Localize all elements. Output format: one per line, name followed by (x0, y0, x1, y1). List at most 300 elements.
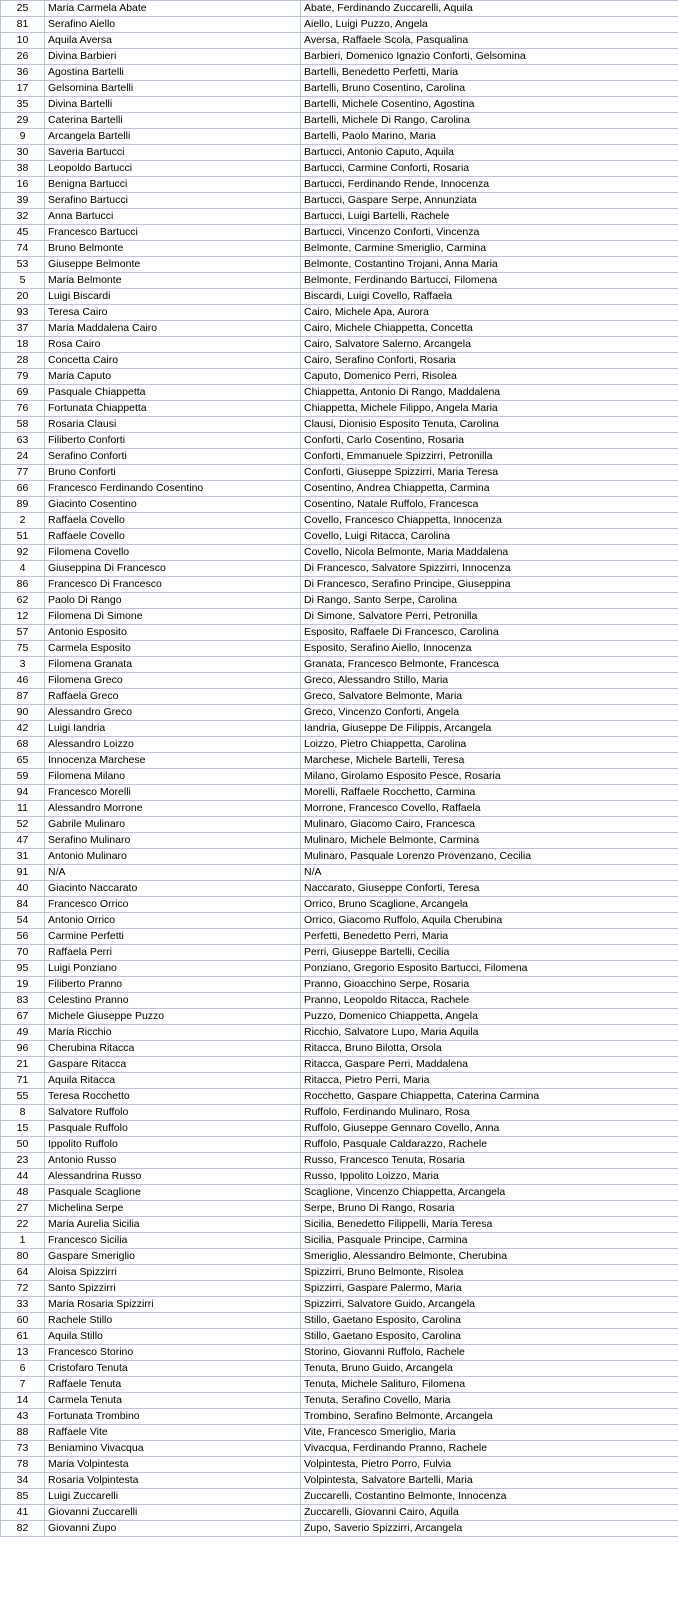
row-number-cell[interactable]: 15 (1, 1121, 45, 1137)
parents-cell[interactable]: Naccarato, Giuseppe Conforti, Teresa (301, 881, 678, 897)
parents-cell[interactable]: Di Francesco, Salvatore Spizzirri, Innocenza (301, 561, 678, 577)
parents-cell[interactable]: Smeriglio, Alessandro Belmonte, Cherubina (301, 1249, 678, 1265)
parents-cell[interactable]: Marchese, Michele Bartelli, Teresa (301, 753, 678, 769)
row-number-cell[interactable]: 29 (1, 113, 45, 129)
parents-cell[interactable]: Cairo, Michele Chiappetta, Concetta (301, 321, 678, 337)
parents-cell[interactable]: Volpintesta, Salvatore Bartelli, Maria (301, 1473, 678, 1489)
parents-cell[interactable]: Morelli, Raffaele Rocchetto, Carmina (301, 785, 678, 801)
parents-cell[interactable]: Aiello, Luigi Puzzo, Angela (301, 17, 678, 33)
person-name-cell[interactable]: Giovanni Zupo (45, 1521, 301, 1537)
parents-cell[interactable]: Orrico, Giacomo Ruffolo, Aquila Cherubina (301, 913, 678, 929)
row-number-cell[interactable]: 17 (1, 81, 45, 97)
person-name-cell[interactable]: Pasquale Ruffolo (45, 1121, 301, 1137)
parents-cell[interactable]: Tenuta, Serafino Covello, Maria (301, 1393, 678, 1409)
row-number-cell[interactable]: 32 (1, 209, 45, 225)
row-number-cell[interactable]: 65 (1, 753, 45, 769)
row-number-cell[interactable]: 16 (1, 177, 45, 193)
person-name-cell[interactable]: Raffaela Covello (45, 513, 301, 529)
parents-cell[interactable]: Spizzirri, Gaspare Palermo, Maria (301, 1281, 678, 1297)
person-name-cell[interactable]: Francesco Sicilia (45, 1233, 301, 1249)
parents-cell[interactable]: Trombino, Serafino Belmonte, Arcangela (301, 1409, 678, 1425)
row-number-cell[interactable]: 27 (1, 1201, 45, 1217)
row-number-cell[interactable]: 12 (1, 609, 45, 625)
parents-cell[interactable]: Ruffolo, Ferdinando Mulinaro, Rosa (301, 1105, 678, 1121)
parents-cell[interactable]: Bartelli, Benedetto Perfetti, Maria (301, 65, 678, 81)
person-name-cell[interactable]: Francesco Bartucci (45, 225, 301, 241)
person-name-cell[interactable]: Cherubina Ritacca (45, 1041, 301, 1057)
row-number-cell[interactable]: 33 (1, 1297, 45, 1313)
person-name-cell[interactable]: Celestino Pranno (45, 993, 301, 1009)
person-name-cell[interactable]: Filiberto Conforti (45, 433, 301, 449)
row-number-cell[interactable]: 78 (1, 1457, 45, 1473)
parents-cell[interactable]: Bartelli, Bruno Cosentino, Carolina (301, 81, 678, 97)
row-number-cell[interactable]: 71 (1, 1073, 45, 1089)
row-number-cell[interactable]: 84 (1, 897, 45, 913)
parents-cell[interactable]: Ponziano, Gregorio Esposito Bartucci, Filomena (301, 961, 678, 977)
parents-cell[interactable]: Iandria, Giuseppe De Filippis, Arcangela (301, 721, 678, 737)
row-number-cell[interactable]: 36 (1, 65, 45, 81)
person-name-cell[interactable]: Maria Volpintesta (45, 1457, 301, 1473)
person-name-cell[interactable]: Serafino Conforti (45, 449, 301, 465)
person-name-cell[interactable]: Alessandro Loizzo (45, 737, 301, 753)
parents-cell[interactable]: Bartucci, Carmine Conforti, Rosaria (301, 161, 678, 177)
parents-cell[interactable]: Milano, Girolamo Esposito Pesce, Rosaria (301, 769, 678, 785)
row-number-cell[interactable]: 74 (1, 241, 45, 257)
row-number-cell[interactable]: 28 (1, 353, 45, 369)
parents-cell[interactable]: Belmonte, Costantino Trojani, Anna Maria (301, 257, 678, 273)
person-name-cell[interactable]: Rosaria Clausi (45, 417, 301, 433)
person-name-cell[interactable]: Raffaele Covello (45, 529, 301, 545)
table-row (1, 1217, 678, 1233)
parents-cell[interactable]: Perfetti, Benedetto Perri, Maria (301, 929, 678, 945)
parents-cell[interactable]: Scaglione, Vincenzo Chiappetta, Arcangela (301, 1185, 678, 1201)
row-number-cell[interactable]: 67 (1, 1009, 45, 1025)
row-number-cell[interactable]: 85 (1, 1489, 45, 1505)
person-name-cell[interactable]: Teresa Rocchetto (45, 1089, 301, 1105)
row-number-cell[interactable]: 62 (1, 593, 45, 609)
row-number-cell[interactable]: 35 (1, 97, 45, 113)
table-row (1, 993, 678, 1009)
row-number-cell[interactable]: 13 (1, 1345, 45, 1361)
person-name-cell[interactable]: Serafino Bartucci (45, 193, 301, 209)
parents-cell[interactable]: Puzzo, Domenico Chiappetta, Angela (301, 1009, 678, 1025)
parents-cell[interactable]: Belmonte, Carmine Smeriglio, Carmina (301, 241, 678, 257)
table-row (1, 673, 678, 689)
person-name-cell[interactable]: Luigi Iandria (45, 721, 301, 737)
row-number-cell[interactable]: 59 (1, 769, 45, 785)
parents-cell[interactable]: Chiappetta, Antonio Di Rango, Maddalena (301, 385, 678, 401)
parents-cell[interactable]: Greco, Salvatore Belmonte, Maria (301, 689, 678, 705)
person-name-cell[interactable]: Alessandro Morrone (45, 801, 301, 817)
parents-cell[interactable]: Ricchio, Salvatore Lupo, Maria Aquila (301, 1025, 678, 1041)
person-name-cell[interactable]: Teresa Cairo (45, 305, 301, 321)
parents-cell[interactable]: Clausi, Dionisio Esposito Tenuta, Carolina (301, 417, 678, 433)
parents-cell[interactable]: Bartucci, Ferdinando Rende, Innocenza (301, 177, 678, 193)
row-number-cell[interactable]: 57 (1, 625, 45, 641)
parents-cell[interactable]: Conforti, Carlo Cosentino, Rosaria (301, 433, 678, 449)
row-number-cell[interactable]: 72 (1, 1281, 45, 1297)
parents-cell[interactable]: Spizzirri, Salvatore Guido, Arcangela (301, 1297, 678, 1313)
parents-cell[interactable]: Bartucci, Luigi Bartelli, Rachele (301, 209, 678, 225)
person-name-cell[interactable]: Carmine Perfetti (45, 929, 301, 945)
parents-cell[interactable]: Bartelli, Paolo Marino, Maria (301, 129, 678, 145)
row-number-cell[interactable]: 14 (1, 1393, 45, 1409)
parents-cell[interactable]: Bartucci, Antonio Caputo, Aquila (301, 145, 678, 161)
row-number-cell[interactable]: 50 (1, 1137, 45, 1153)
parents-cell[interactable]: Conforti, Emmanuele Spizzirri, Petronilla (301, 449, 678, 465)
person-name-cell[interactable]: Francesco Orrico (45, 897, 301, 913)
person-name-cell[interactable]: Aquila Stillo (45, 1329, 301, 1345)
person-name-cell[interactable]: Francesco Morelli (45, 785, 301, 801)
person-name-cell[interactable]: Anna Bartucci (45, 209, 301, 225)
person-name-cell[interactable]: Carmela Esposito (45, 641, 301, 657)
person-name-cell[interactable]: Francesco Ferdinando Cosentino (45, 481, 301, 497)
person-name-cell[interactable]: Gelsomina Bartelli (45, 81, 301, 97)
person-name-cell[interactable]: Cristofaro Tenuta (45, 1361, 301, 1377)
parents-cell[interactable]: Cairo, Salvatore Salerno, Arcangela (301, 337, 678, 353)
parents-cell[interactable]: Bartucci, Vincenzo Conforti, Vincenza (301, 225, 678, 241)
person-name-cell[interactable]: Leopoldo Bartucci (45, 161, 301, 177)
row-number-cell[interactable]: 44 (1, 1169, 45, 1185)
parents-cell[interactable]: Conforti, Giuseppe Spizzirri, Maria Teresa (301, 465, 678, 481)
parents-cell[interactable]: Cosentino, Natale Ruffolo, Francesca (301, 497, 678, 513)
person-name-cell[interactable]: Filomena Granata (45, 657, 301, 673)
person-name-cell[interactable]: Benigna Bartucci (45, 177, 301, 193)
table-row (1, 897, 678, 913)
parents-cell[interactable]: Covello, Nicola Belmonte, Maria Maddalena (301, 545, 678, 561)
row-number-cell[interactable]: 19 (1, 977, 45, 993)
table-row (1, 417, 678, 433)
parents-cell[interactable]: Esposito, Serafino Aiello, Innocenza (301, 641, 678, 657)
person-name-cell[interactable]: Antonio Orrico (45, 913, 301, 929)
parents-cell[interactable]: Zuccarelli, Costantino Belmonte, Innocenza (301, 1489, 678, 1505)
parents-cell[interactable]: Aversa, Raffaele Scola, Pasqualina (301, 33, 678, 49)
person-name-cell[interactable]: Giacinto Naccarato (45, 881, 301, 897)
person-name-cell[interactable]: Luigi Zuccarelli (45, 1489, 301, 1505)
person-name-cell[interactable]: Aquila Ritacca (45, 1073, 301, 1089)
table-row (1, 721, 678, 737)
row-number-cell[interactable]: 55 (1, 1089, 45, 1105)
person-name-cell[interactable]: N/A (45, 865, 301, 881)
parents-cell[interactable]: Bartelli, Michele Cosentino, Agostina (301, 97, 678, 113)
person-name-cell[interactable]: Fortunata Chiappetta (45, 401, 301, 417)
parents-cell[interactable]: Sicilia, Pasquale Principe, Carmina (301, 1233, 678, 1249)
row-number-cell[interactable]: 23 (1, 1153, 45, 1169)
row-number-cell[interactable]: 75 (1, 641, 45, 657)
parents-cell[interactable]: Belmonte, Ferdinando Bartucci, Filomena (301, 273, 678, 289)
row-number-cell[interactable]: 49 (1, 1025, 45, 1041)
person-name-cell[interactable]: Antonio Russo (45, 1153, 301, 1169)
person-name-cell[interactable]: Maria Carmela Abate (45, 1, 301, 17)
row-number-cell[interactable]: 70 (1, 945, 45, 961)
parents-cell[interactable]: Volpintesta, Pietro Porro, Fulvia (301, 1457, 678, 1473)
row-number-cell[interactable]: 11 (1, 801, 45, 817)
person-name-cell[interactable]: Filomena Di Simone (45, 609, 301, 625)
person-name-cell[interactable]: Maria Rosaria Spizzirri (45, 1297, 301, 1313)
parents-cell[interactable]: Tenuta, Michele Salituro, Filomena (301, 1377, 678, 1393)
person-name-cell[interactable]: Francesco Di Francesco (45, 577, 301, 593)
row-number-cell[interactable]: 56 (1, 929, 45, 945)
row-number-cell[interactable]: 30 (1, 145, 45, 161)
person-name-cell[interactable]: Alessandro Greco (45, 705, 301, 721)
person-name-cell[interactable]: Raffaele Vite (45, 1425, 301, 1441)
person-name-cell[interactable]: Gabrile Mulinaro (45, 817, 301, 833)
row-number-cell[interactable]: 94 (1, 785, 45, 801)
table-row (1, 849, 678, 865)
person-name-cell[interactable]: Rachele Stillo (45, 1313, 301, 1329)
parents-cell[interactable]: Ritacca, Bruno Bilotta, Orsola (301, 1041, 678, 1057)
person-name-cell[interactable]: Michele Giuseppe Puzzo (45, 1009, 301, 1025)
row-number-cell[interactable]: 52 (1, 817, 45, 833)
row-number-cell[interactable]: 64 (1, 1265, 45, 1281)
parents-cell[interactable]: Stillo, Gaetano Esposito, Carolina (301, 1313, 678, 1329)
row-number-cell[interactable]: 21 (1, 1057, 45, 1073)
person-name-cell[interactable]: Maria Caputo (45, 369, 301, 385)
parents-cell[interactable]: Cairo, Serafino Conforti, Rosaria (301, 353, 678, 369)
person-name-cell[interactable]: Luigi Biscardi (45, 289, 301, 305)
row-number-cell[interactable]: 48 (1, 1185, 45, 1201)
person-name-cell[interactable]: Aquila Aversa (45, 33, 301, 49)
person-name-cell[interactable]: Maria Maddalena Cairo (45, 321, 301, 337)
row-number-cell[interactable]: 68 (1, 737, 45, 753)
table-row (1, 1169, 678, 1185)
parents-cell[interactable]: Bartelli, Michele Di Rango, Carolina (301, 113, 678, 129)
person-name-cell[interactable]: Maria Belmonte (45, 273, 301, 289)
row-number-cell[interactable]: 83 (1, 993, 45, 1009)
parents-cell[interactable]: Barbieri, Domenico Ignazio Conforti, Gelsomina (301, 49, 678, 65)
table-row (1, 161, 678, 177)
parents-cell[interactable]: Russo, Ippolito Loizzo, Maria (301, 1169, 678, 1185)
parents-cell[interactable]: Mulinaro, Pasquale Lorenzo Provenzano, Cecilia (301, 849, 678, 865)
row-number-cell[interactable]: 91 (1, 865, 45, 881)
parents-cell[interactable]: Di Simone, Salvatore Perri, Petronilla (301, 609, 678, 625)
row-number-cell[interactable]: 80 (1, 1249, 45, 1265)
person-name-cell[interactable]: Maria Ricchio (45, 1025, 301, 1041)
parents-cell[interactable]: Biscardi, Luigi Covello, Raffaela (301, 289, 678, 305)
row-number-cell[interactable]: 4 (1, 561, 45, 577)
person-name-cell[interactable]: Paolo Di Rango (45, 593, 301, 609)
parents-cell[interactable]: Esposito, Raffaele Di Francesco, Carolina (301, 625, 678, 641)
person-name-cell[interactable]: Filomena Covello (45, 545, 301, 561)
row-number-cell[interactable]: 61 (1, 1329, 45, 1345)
person-name-cell[interactable]: Agostina Bartelli (45, 65, 301, 81)
parents-cell[interactable]: Ruffolo, Pasquale Caldarazzo, Rachele (301, 1137, 678, 1153)
parents-cell[interactable]: Zupo, Saverio Spizzirri, Arcangela (301, 1521, 678, 1537)
person-name-cell[interactable]: Rosa Cairo (45, 337, 301, 353)
person-name-cell[interactable]: Giovanni Zuccarelli (45, 1505, 301, 1521)
person-name-cell[interactable]: Pasquale Scaglione (45, 1185, 301, 1201)
person-name-cell[interactable]: Arcangela Bartelli (45, 129, 301, 145)
person-name-cell[interactable]: Innocenza Marchese (45, 753, 301, 769)
row-number-cell[interactable]: 5 (1, 273, 45, 289)
person-name-cell[interactable]: Francesco Storino (45, 1345, 301, 1361)
person-name-cell[interactable]: Giacinto Cosentino (45, 497, 301, 513)
parents-cell[interactable]: Morrone, Francesco Covello, Raffaela (301, 801, 678, 817)
row-number-cell[interactable]: 63 (1, 433, 45, 449)
row-number-cell[interactable]: 3 (1, 657, 45, 673)
person-name-cell[interactable]: Serafino Aiello (45, 17, 301, 33)
table-row (1, 1041, 678, 1057)
person-name-cell[interactable]: Aloisa Spizzirri (45, 1265, 301, 1281)
row-number-cell[interactable]: 92 (1, 545, 45, 561)
row-number-cell[interactable]: 42 (1, 721, 45, 737)
row-number-cell[interactable]: 1 (1, 1233, 45, 1249)
row-number-cell[interactable]: 31 (1, 849, 45, 865)
row-number-cell[interactable]: 90 (1, 705, 45, 721)
row-number-cell[interactable]: 93 (1, 305, 45, 321)
parents-cell[interactable]: Loizzo, Pietro Chiappetta, Carolina (301, 737, 678, 753)
parents-cell[interactable]: Bartucci, Gaspare Serpe, Annunziata (301, 193, 678, 209)
row-number-cell[interactable]: 76 (1, 401, 45, 417)
parents-cell[interactable]: Stillo, Gaetano Esposito, Carolina (301, 1329, 678, 1345)
table-row (1, 705, 678, 721)
row-number-cell[interactable]: 86 (1, 577, 45, 593)
parents-cell[interactable]: Pranno, Gioacchino Serpe, Rosaria (301, 977, 678, 993)
parents-cell[interactable]: Mulinaro, Michele Belmonte, Carmina (301, 833, 678, 849)
row-number-cell[interactable]: 2 (1, 513, 45, 529)
parents-cell[interactable]: Greco, Alessandro Stillo, Maria (301, 673, 678, 689)
parents-cell[interactable]: Greco, Vincenzo Conforti, Angela (301, 705, 678, 721)
row-number-cell[interactable]: 79 (1, 369, 45, 385)
row-number-cell[interactable]: 58 (1, 417, 45, 433)
parents-cell[interactable]: Serpe, Bruno Di Rango, Rosaria (301, 1201, 678, 1217)
person-name-cell[interactable]: Maria Aurelia Sicilia (45, 1217, 301, 1233)
row-number-cell[interactable]: 8 (1, 1105, 45, 1121)
row-number-cell[interactable]: 9 (1, 129, 45, 145)
person-name-cell[interactable]: Saveria Bartucci (45, 145, 301, 161)
row-number-cell[interactable]: 40 (1, 881, 45, 897)
row-number-cell[interactable]: 53 (1, 257, 45, 273)
row-number-cell[interactable]: 45 (1, 225, 45, 241)
row-number-cell[interactable]: 66 (1, 481, 45, 497)
person-name-cell[interactable]: Michelina Serpe (45, 1201, 301, 1217)
row-number-cell[interactable]: 69 (1, 385, 45, 401)
person-name-cell[interactable]: Bruno Conforti (45, 465, 301, 481)
table-row (1, 433, 678, 449)
person-name-cell[interactable]: Raffaele Tenuta (45, 1377, 301, 1393)
row-number-cell[interactable]: 82 (1, 1521, 45, 1537)
parents-cell[interactable]: Ritacca, Pietro Perri, Maria (301, 1073, 678, 1089)
row-number-cell[interactable]: 43 (1, 1409, 45, 1425)
parents-cell[interactable]: Spizzirri, Bruno Belmonte, Risolea (301, 1265, 678, 1281)
person-name-cell[interactable]: Beniamino Vivacqua (45, 1441, 301, 1457)
person-name-cell[interactable]: Carmela Tenuta (45, 1393, 301, 1409)
person-name-cell[interactable]: Fortunata Trombino (45, 1409, 301, 1425)
row-number-cell[interactable]: 81 (1, 17, 45, 33)
person-name-cell[interactable]: Divina Barbieri (45, 49, 301, 65)
row-number-cell[interactable]: 54 (1, 913, 45, 929)
person-name-cell[interactable]: Pasquale Chiappetta (45, 385, 301, 401)
person-name-cell[interactable]: Serafino Mulinaro (45, 833, 301, 849)
person-name-cell[interactable]: Bruno Belmonte (45, 241, 301, 257)
row-number-cell[interactable]: 25 (1, 1, 45, 17)
parents-cell[interactable]: Covello, Francesco Chiappetta, Innocenza (301, 513, 678, 529)
parents-cell[interactable]: Mulinaro, Giacomo Cairo, Francesca (301, 817, 678, 833)
row-number-cell[interactable]: 20 (1, 289, 45, 305)
parents-cell[interactable]: Chiappetta, Michele Filippo, Angela Maria (301, 401, 678, 417)
parents-cell[interactable]: Ruffolo, Giuseppe Gennaro Covello, Anna (301, 1121, 678, 1137)
parents-cell[interactable]: Caputo, Domenico Perri, Risolea (301, 369, 678, 385)
person-name-cell[interactable]: Giuseppe Belmonte (45, 257, 301, 273)
person-name-cell[interactable]: Divina Bartelli (45, 97, 301, 113)
row-number-cell[interactable]: 18 (1, 337, 45, 353)
parents-cell[interactable]: Cairo, Michele Apa, Aurora (301, 305, 678, 321)
parents-cell[interactable]: Covello, Luigi Ritacca, Carolina (301, 529, 678, 545)
person-name-cell[interactable]: Antonio Esposito (45, 625, 301, 641)
parents-cell[interactable]: Abate, Ferdinando Zuccarelli, Aquila (301, 1, 678, 17)
person-name-cell[interactable]: Antonio Mulinaro (45, 849, 301, 865)
row-number-cell[interactable]: 6 (1, 1361, 45, 1377)
row-number-cell[interactable]: 77 (1, 465, 45, 481)
person-name-cell[interactable]: Luigi Ponziano (45, 961, 301, 977)
row-number-cell[interactable]: 73 (1, 1441, 45, 1457)
row-number-cell[interactable]: 7 (1, 1377, 45, 1393)
row-number-cell[interactable]: 89 (1, 497, 45, 513)
parents-cell[interactable]: Perri, Giuseppe Bartelli, Cecilia (301, 945, 678, 961)
parents-cell[interactable]: Rocchetto, Gaspare Chiappetta, Caterina Carmina (301, 1089, 678, 1105)
person-name-cell[interactable]: Gaspare Ritacca (45, 1057, 301, 1073)
parents-cell[interactable]: Tenuta, Bruno Guido, Arcangela (301, 1361, 678, 1377)
parents-cell[interactable]: Pranno, Leopoldo Ritacca, Rachele (301, 993, 678, 1009)
person-name-cell[interactable]: Raffaela Greco (45, 689, 301, 705)
row-number-cell[interactable]: 95 (1, 961, 45, 977)
parents-cell[interactable]: Cosentino, Andrea Chiappetta, Carmina (301, 481, 678, 497)
row-number-cell[interactable]: 10 (1, 33, 45, 49)
row-number-cell[interactable]: 38 (1, 161, 45, 177)
row-number-cell[interactable]: 39 (1, 193, 45, 209)
parents-cell[interactable]: Di Francesco, Serafino Principe, Giuseppina (301, 577, 678, 593)
row-number-cell[interactable]: 24 (1, 449, 45, 465)
person-name-cell[interactable]: Salvatore Ruffolo (45, 1105, 301, 1121)
row-number-cell[interactable]: 60 (1, 1313, 45, 1329)
parents-cell[interactable]: Sicilia, Benedetto Filippelli, Maria Teresa (301, 1217, 678, 1233)
person-name-cell[interactable]: Caterina Bartelli (45, 113, 301, 129)
parents-cell[interactable]: Storino, Giovanni Ruffolo, Rachele (301, 1345, 678, 1361)
person-name-cell[interactable]: Santo Spizzirri (45, 1281, 301, 1297)
person-name-cell[interactable]: Ippolito Ruffolo (45, 1137, 301, 1153)
row-number-cell[interactable]: 47 (1, 833, 45, 849)
row-number-cell[interactable]: 46 (1, 673, 45, 689)
parents-cell[interactable]: Di Rango, Santo Serpe, Carolina (301, 593, 678, 609)
person-name-cell[interactable]: Gaspare Smeriglio (45, 1249, 301, 1265)
parents-cell[interactable]: Zuccarelli, Giovanni Cairo, Aquila (301, 1505, 678, 1521)
parents-cell[interactable]: Russo, Francesco Tenuta, Rosaria (301, 1153, 678, 1169)
row-number-cell[interactable]: 51 (1, 529, 45, 545)
person-name-cell[interactable]: Filomena Greco (45, 673, 301, 689)
row-number-cell[interactable]: 41 (1, 1505, 45, 1521)
person-name-cell[interactable]: Giuseppina Di Francesco (45, 561, 301, 577)
person-name-cell[interactable]: Filiberto Pranno (45, 977, 301, 993)
row-number-cell[interactable]: 26 (1, 49, 45, 65)
parents-cell[interactable]: Orrico, Bruno Scaglione, Arcangela (301, 897, 678, 913)
parents-cell[interactable]: N/A (301, 865, 678, 881)
row-number-cell[interactable]: 37 (1, 321, 45, 337)
person-name-cell[interactable]: Concetta Cairo (45, 353, 301, 369)
parents-cell[interactable]: Ritacca, Gaspare Perri, Maddalena (301, 1057, 678, 1073)
person-name-cell[interactable]: Alessandrina Russo (45, 1169, 301, 1185)
row-number-cell[interactable]: 96 (1, 1041, 45, 1057)
person-name-cell[interactable]: Raffaela Perri (45, 945, 301, 961)
row-number-cell[interactable]: 87 (1, 689, 45, 705)
row-number-cell[interactable]: 34 (1, 1473, 45, 1489)
parents-cell[interactable]: Granata, Francesco Belmonte, Francesca (301, 657, 678, 673)
person-name-cell[interactable]: Rosaria Volpintesta (45, 1473, 301, 1489)
parents-cell[interactable]: Vivacqua, Ferdinando Pranno, Rachele (301, 1441, 678, 1457)
row-number-cell[interactable]: 22 (1, 1217, 45, 1233)
row-number-cell[interactable]: 88 (1, 1425, 45, 1441)
parents-cell[interactable]: Vite, Francesco Smeriglio, Maria (301, 1425, 678, 1441)
person-name-cell[interactable]: Filomena Milano (45, 769, 301, 785)
